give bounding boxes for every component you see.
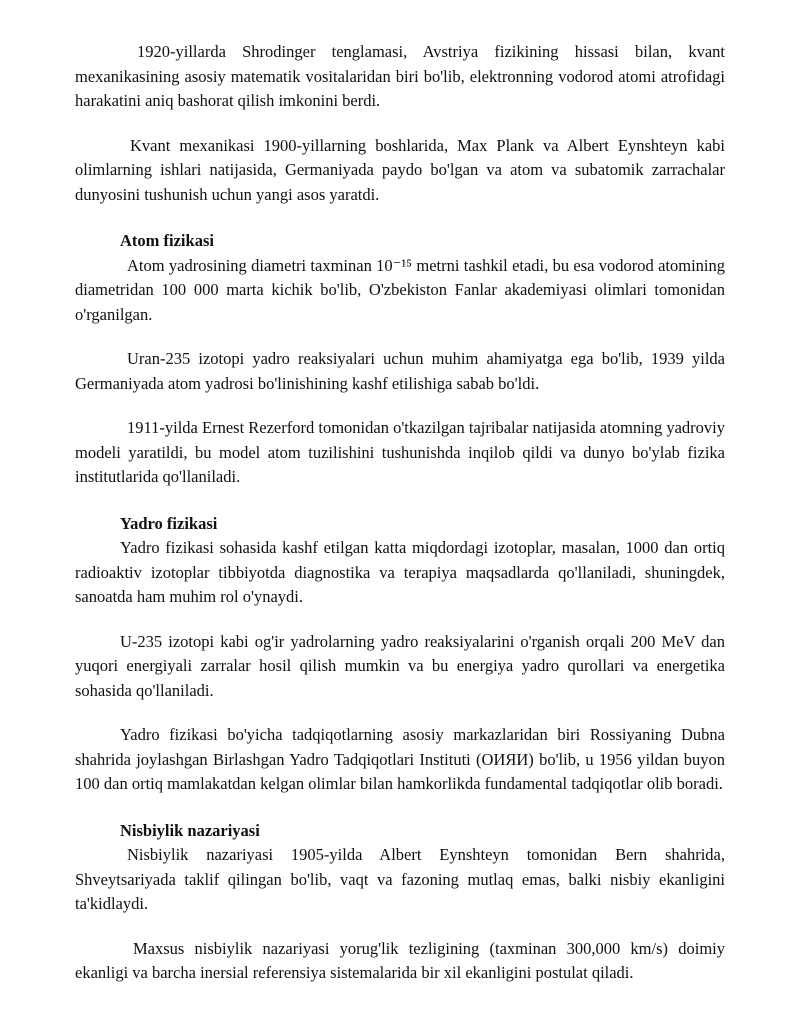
paragraph-shrodinger: 1920-yillarda Shrodinger tenglamasi, Avstriya fizikining hissasi bilan, kvant mexanikasining asosiy matematik vositalaridan biri bo'lib, elektronning vodorod atomi atrofidagi harakatini aniq bashorat qilish imkonini berdi. (75, 42, 725, 110)
paragraph-u235-reaksiyalar: U-235 izotopi kabi og'ir yadrolarning yadro reaksiyalarini o'rganish orqali 200 MeV dan yuqori energiyali zarralar hosil qilish mumkin va bu energiya yadro qurollari va energetika sohasida qo'llaniladi. (75, 631, 725, 700)
paragraph-izotoplar: Yadro fizikasi sohasida kashf etilgan katta miqdordagi izotoplar, masalan, 1000 dan ortiq radioaktiv izotoplar tibbiyotda diagnostika va terapiya maqsadlarda qo'llaniladi, shuningdek, sanoatda ham muhim rol o'ynaydi. (75, 538, 725, 606)
heading-nisbiylik-nazariyasi: Nisbiylik nazariyasi (120, 820, 260, 840)
paragraph-maxsus-nisbiylik: Maxsus nisbiylik nazariyasi yorug'lik tezligining (taxminan 300,000 km/s) doimiy ekanligi va barcha inersial referensiya sistemalarida bir xil ekanligini postulat qiladi. (75, 938, 725, 982)
paragraph-rezerford: 1911-yilda Ernest Rezerford tomonidan o'tkazilgan tajribalar natijasida atomning yadroviy modeli yaratildi, bu model atom tuzilishini tushunishda inqilob qildi va dunyo bo'ylab fizika institutlarida qo'llaniladi. (75, 418, 726, 486)
paragraph-dubna: Yadro fizikasi bo'yicha tadqiqotlarning asosiy markazlaridan biri Rossiyaning Dubna shahrida joylashgan Birlashgan Yadro Tadqiqotlari Instituti (ОИЯИ) bo'lib, u 1956 yildan buyon 100 dan ortiq mamlakatdan kelgan olimlar bilan hamkorlikda fundamental tadqiqotlar olib boradi. (75, 725, 725, 793)
document-page (75, 40, 725, 986)
paragraph-nisbiylik: Nisbiylik nazariyasi 1905-yilda Albert Eynshteyn tomonidan Bern shahrida, Shveytsariyada taklif qilingan bo'lib, vaqt va fazoning mutlaq emas, balki nisbiy ekanligini ta'kidlaydi. (75, 845, 725, 913)
heading-atom-fizikasi: Atom fizikasi (120, 231, 214, 250)
paragraph-kvant-mexanikasi: Kvant mexanikasi 1900-yillarning boshlarida, Max Plank va Albert Eynshteyn kabi olimlarning ishlari natijasida, Germaniyada paydo bo'lgan va atom va subatomik zarrachalar dunyosini tushunish uchun yangi asos yaratdi. (75, 135, 725, 204)
paragraph-uran-235: Uran-235 izotopi yadro reaksiyalari uchun muhim ahamiyatga ega bo'lib, 1939 yilda Germaniyada atom yadrosi bo'linishining kashf etilishiga sabab bo'ldi. (75, 349, 725, 393)
paragraph-atom-yadrosi: Atom yadrosining diametri taxminan 10⁻¹⁵ metrni tashkil etadi, bu esa vodorod atomining diametridan 100 000 marta kichik bo'lib, O'zbekiston Fanlar akademiyasi olimlari tomonidan o'rganilgan. (75, 255, 725, 324)
heading-yadro-fizikasi: Yadro fizikasi (120, 513, 218, 533)
